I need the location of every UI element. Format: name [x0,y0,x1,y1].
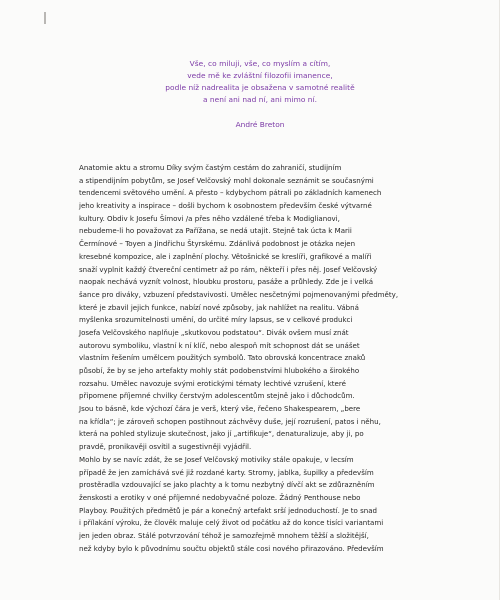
body-line: působí, že by se jeho artefakty mohly stát podobenstvími hlubokého a širokého [79,366,360,375]
body-line: prostěradla vzdouvající se jako plachty a k tomu nezbytný dívčí akt se zdůrazněním [79,480,375,490]
body-line: Playboy. Použitých předmětů je pár a konečný artefakt srší jednoduchostí. Je to snad [79,505,378,515]
body-line: rozsahu. Umělec navozuje svými erotickými tématy lechtivé vzrušení, které [79,378,346,388]
body-line: kresebné kompozice, ale i zaplnění plochy. Větošnické se kreslíři, grafikové a malíři [79,251,372,261]
body-line: pravdě, pronikavěji osvítil a sugestivněji vyjádřil. [79,442,252,452]
body-line: myšlenka srozumitelnosti umění, do určité míry lapsus, se v celkové produkci [79,315,353,325]
body-line: ženskosti a erotiky v oné příjemné nedobyvačné poloze. Žádný Penthouse nebo [79,492,361,502]
body-line: na křídla“; je zároveň schopen postihnout záchvěvy duše, její rozrušení, patos i něhu, [79,416,381,426]
epigraph-author: André Breton [235,120,285,129]
epigraph-line: a není ani nad ní, ani mimo ní. [202,95,318,105]
body-line: tendencemi světového umění. A přesto – kdybychom pátrali po základních kamenech [79,188,382,198]
body-line: naopak nechává vyznít volnost, hloubku prostoru, pasáže a průhledy. Zde je i velká [79,277,374,287]
body-line: Mohlo by se navíc zdát, že se Josef Velčovský motiviky stále opakuje, v lecsím [79,454,354,464]
body-line: a stipendijním pobytům, se Josef Velčovský mohl dokonale seznámit se současnými [79,175,374,185]
body-line: jen jeden obraz. Stálé potvrzování téhož je samozřejmě mnohem těžší a složitější, [79,530,369,540]
body-line: než kdyby bylo k původnímu součtu objektů stále cosi nového přirazováno. Především [79,543,384,553]
body-line: Čermínové – Toyen a Jindřichu Štyrskému. Zdánlivá podobnost je otázka nejen [79,239,356,249]
epigraph-line: vede mě ke zvláštní filozofii imanence, [187,71,333,81]
epigraph-line: podle níž nadrealita je obsažena v samotné realitě [165,83,355,93]
body-line: nebudeme-li ho považovat za Pařížana, se nedá utajit. Stejně tak úcta k Marii [79,226,352,236]
body-line: šance pro diváky, vzbuzení představivosti. Umělec nesčetnými pojmenovanými předměty, [79,289,399,299]
body-line: kultury. Obdiv k Josefu Šímovi /a přes něho vzdálené třeba k Modiglianovi, [79,213,340,223]
body-line: Josefa Velčovského naplňuje „skutkovou podstatou“. Divák ovšem musí znát [79,327,349,337]
epigraph-quote [110,58,410,106]
body-line: autorovu symboliku, vlastní k ní klíč, nebo alespoň mít schopnost dát se unášet [79,340,360,350]
body-line: Anatomie aktu a stromu Díky svým častým cestám do zahraničí, studijním [79,163,342,172]
body-line: i přílakání výroku, že člověk maluje celý život od počátku až do konce tisíci variantami [79,518,384,528]
body-line: Jsou to básně, kde výchozí čára je verš, který vše, řečeno Shakespearem, „bere [79,404,361,414]
body-paragraphs [79,162,419,555]
body-line: vlastním řešením umělcem použitých symbolů. Tato obrovská koncentrace znaků [79,353,366,363]
scan-edge-mark [44,12,46,24]
body-line: případě že jen zamíchává své již rozdané karty. Stromy, jablka, šupilky a především [79,467,374,477]
body-line: která na pohled stylizuje skutečnost, jako jí „artifikuje“, denaturalizuje, aby ji, po [79,429,364,439]
body-line: snaží vyplnit každý čtvereční centimetr až po rám, někteří i přes něj. Josef Velčovský [79,264,378,274]
epigraph-line: Vše, co miluji, vše, co myslím a cítím, [189,59,331,68]
body-line: připomene příjemné chvilky čerstvým adolescentům stejně jako i důchodcům. [79,391,355,401]
body-line: jeho kreativity a inspirace – došli bychom k osobnostem především české výtvarné [79,201,372,211]
body-line: které je zbavil jejich funkce, nabízí nové způsoby, jak nahlížet na realitu. Vábná [79,302,359,312]
